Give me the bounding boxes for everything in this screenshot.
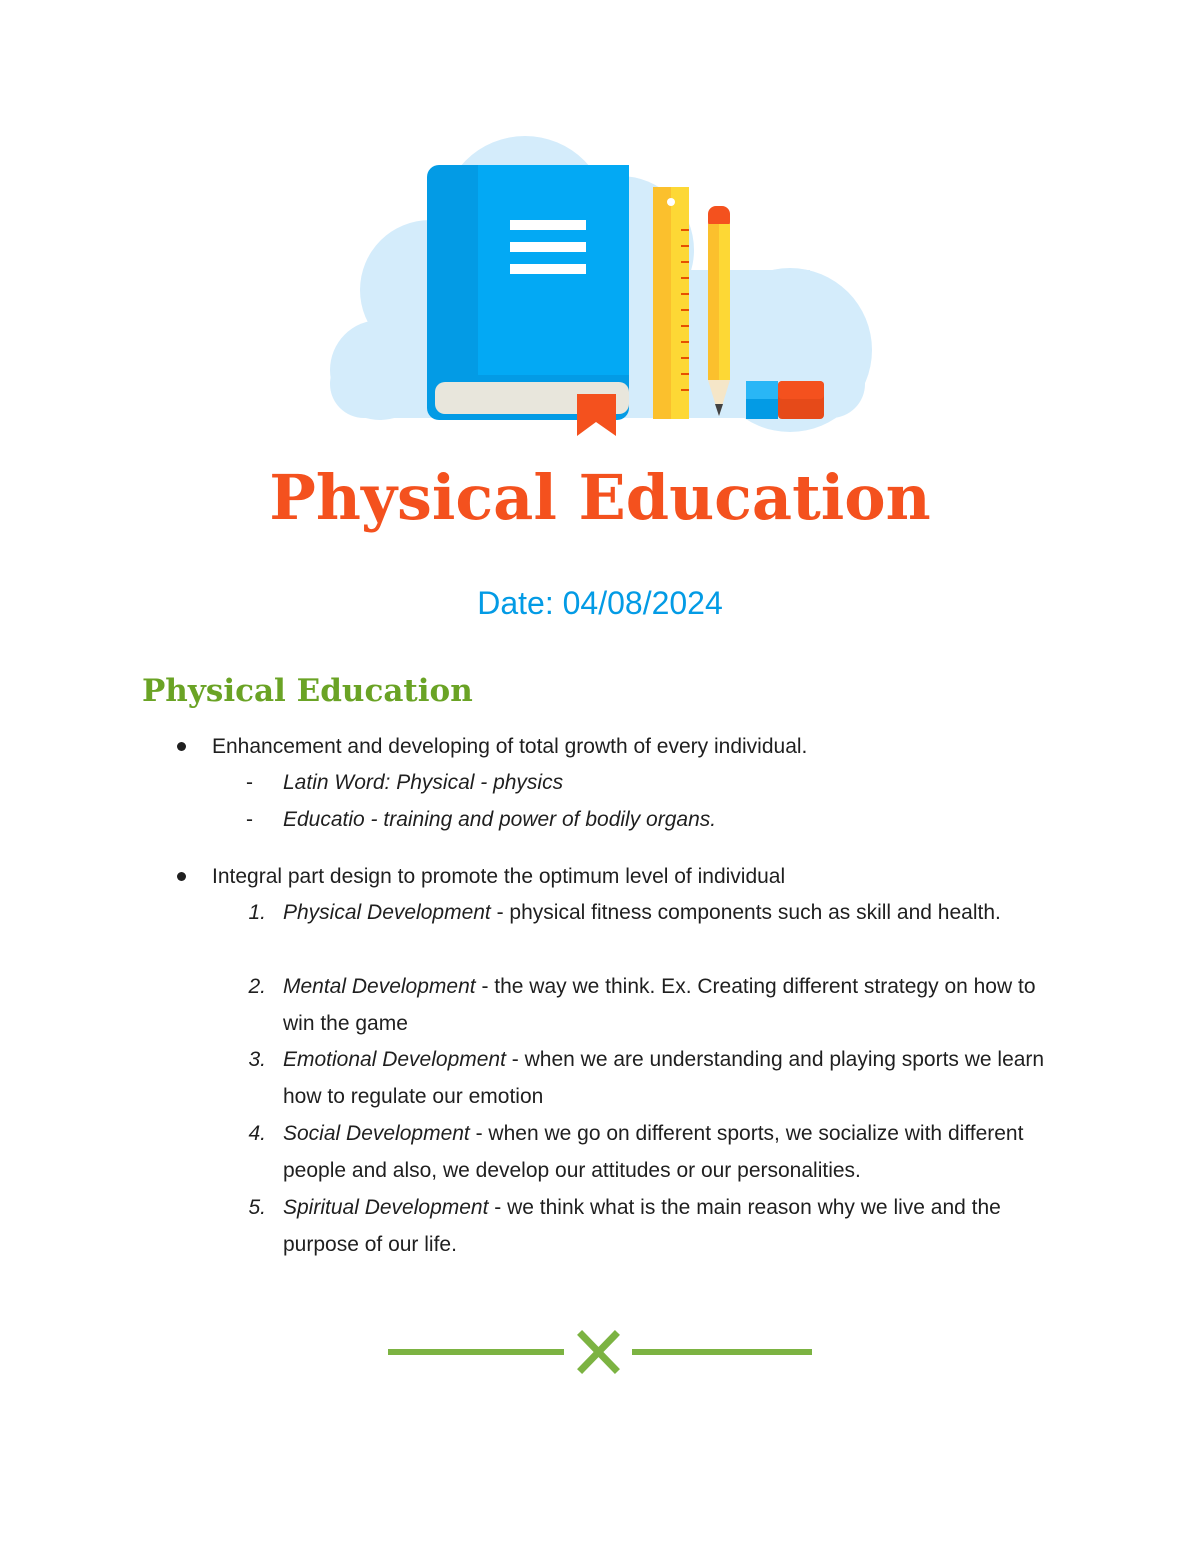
- list-number: 3.: [248, 1048, 266, 1071]
- book-icon: [427, 165, 629, 436]
- sub-item: Educatio - training and power of bodily organs.: [283, 808, 717, 831]
- item-description: - the way we think. Ex. Creating different strategy on how to win the game: [283, 975, 1036, 1035]
- numbered-item: [283, 1041, 1053, 1115]
- item-term: Physical Development: [283, 901, 491, 924]
- section-divider: [386, 1328, 814, 1376]
- divider-cross-icon: [582, 1335, 615, 1369]
- document-date: Date: 04/08/2024: [477, 585, 723, 621]
- list-number: 5.: [248, 1196, 266, 1219]
- numbered-item: [283, 894, 1053, 931]
- numbered-item: [283, 968, 1053, 1042]
- eraser-icon: [746, 381, 824, 419]
- dash-marker: -: [246, 771, 253, 794]
- item-term: Social Development: [283, 1122, 470, 1145]
- bullet-item: Integral part design to promote the optimum level of individual: [212, 865, 786, 888]
- document-title: Physical Education: [269, 461, 931, 534]
- list-number: 1.: [248, 901, 266, 924]
- ruler-icon: [653, 187, 689, 419]
- numbered-item: [283, 1189, 1053, 1263]
- numbered-item: [283, 1115, 1053, 1189]
- item-description: - when we go on different sports, we socialize with different people and also, we develop our attitudes or our personalities.: [283, 1122, 1024, 1182]
- item-term: Spiritual Development: [283, 1196, 489, 1219]
- dash-marker: -: [246, 808, 253, 831]
- bullet-item: Enhancement and developing of total growth of every individual.: [212, 735, 808, 758]
- header-illustration: [320, 120, 880, 450]
- item-description: - we think what is the main reason why we live and the purpose of our life.: [283, 1196, 1001, 1256]
- bullet-marker: [177, 742, 186, 751]
- item-term: Mental Development: [283, 975, 476, 998]
- bullet-marker: [177, 872, 186, 881]
- item-term: Emotional Development: [283, 1048, 506, 1071]
- item-description: - physical fitness components such as skill and health.: [490, 901, 1001, 924]
- list-number: 2.: [248, 975, 266, 998]
- section-heading: Physical Education: [142, 673, 473, 709]
- pencil-icon: [708, 206, 730, 416]
- item-description: - when we are understanding and playing sports we learn how to regulate our emotion: [283, 1048, 1045, 1108]
- list-number: 4.: [248, 1122, 266, 1145]
- sub-item: Latin Word: Physical - physics: [283, 771, 564, 794]
